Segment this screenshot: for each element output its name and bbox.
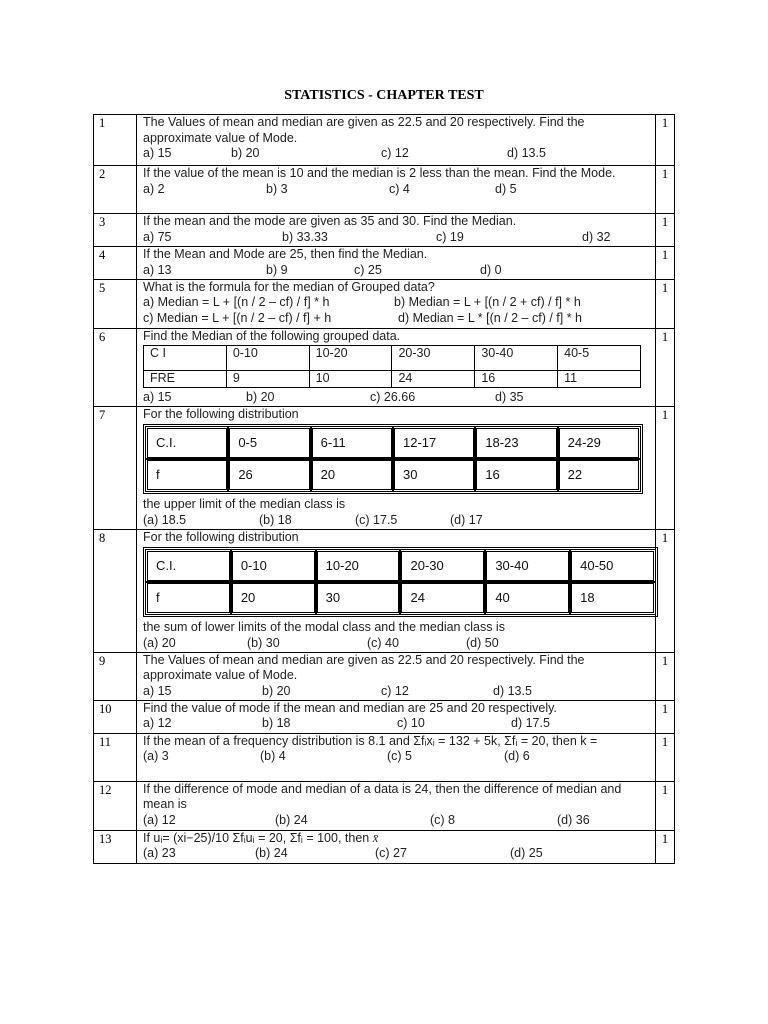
table-cell: 30 <box>317 583 400 613</box>
question-body <box>137 529 656 652</box>
question-table <box>93 114 675 864</box>
options-row <box>143 813 647 829</box>
question-row <box>94 733 675 781</box>
option-c: c) 25 <box>354 262 382 277</box>
option-c: c) 19 <box>436 229 464 244</box>
question-text: If the Mean and Mode are 25, then find the Median. <box>143 247 428 261</box>
question-followup: the sum of lower limits of the modal class and the median class is <box>143 620 505 634</box>
table-cell: 20-30 <box>401 551 484 581</box>
question-text: For the following distribution <box>143 406 299 421</box>
marks: 1 <box>656 830 675 863</box>
marks: 1 <box>656 529 675 652</box>
question-row <box>94 700 675 733</box>
option-d: (d) 36 <box>557 812 590 827</box>
question-body <box>137 652 656 700</box>
table-cell: C.I. <box>147 428 227 458</box>
question-number: 6 <box>94 328 137 406</box>
question-row <box>94 830 675 863</box>
table-cell: 24-29 <box>559 428 639 458</box>
option-b: (b) 24 <box>255 846 288 860</box>
question-body <box>137 328 656 406</box>
option-b: (b) 18 <box>259 512 292 527</box>
option-b: (b) 4 <box>260 749 286 763</box>
option-c: (c) 8 <box>430 812 455 827</box>
table-cell: 10-20 <box>317 551 400 581</box>
option-a: a) 15 <box>143 683 172 698</box>
question-number: 9 <box>94 652 137 700</box>
table-cell: 10 <box>309 371 392 388</box>
question-row <box>94 652 675 700</box>
option-d: (d) 17 <box>450 512 483 527</box>
question-text: If the value of the mean is 10 and the median is 2 less than the mean. Find the Mode. <box>143 166 616 180</box>
data-table <box>143 345 641 388</box>
option-c: c) Median = L + [(n / 2 – cf) / f] + h <box>143 311 332 325</box>
question-number: 11 <box>94 733 137 781</box>
option-b: b) 20 <box>231 146 260 160</box>
options-row <box>143 182 647 198</box>
option-c: (c) 17.5 <box>355 512 398 527</box>
options-row <box>143 311 647 327</box>
option-c: (c) 5 <box>387 749 412 763</box>
option-d: d) Median = L * [(n / 2 – cf) / f] * h <box>398 311 582 325</box>
option-a: a) 15 <box>143 146 172 160</box>
options-row <box>143 846 647 862</box>
table-cell: 0-10 <box>226 346 309 371</box>
table-cell: 18-23 <box>476 428 556 458</box>
question-number: 13 <box>94 830 137 863</box>
option-b: b) 20 <box>246 389 275 404</box>
marks: 1 <box>656 115 675 166</box>
table-cell: 16 <box>475 371 558 388</box>
question-number: 1 <box>94 115 137 166</box>
option-d: d) 35 <box>495 389 524 404</box>
option-a: (a) 20 <box>143 635 176 650</box>
table-cell: 10-20 <box>309 346 392 371</box>
marks: 1 <box>656 247 675 280</box>
table-cell: 40-50 <box>571 551 654 581</box>
question-row <box>94 247 675 280</box>
question-text: The Values of mean and median are given as 22.5 and 20 respectively. Find the approximate value of Mode. <box>143 115 585 145</box>
table-cell: 30 <box>394 460 474 490</box>
options-row <box>143 513 647 529</box>
table-cell: 20 <box>232 583 315 613</box>
table-cell: 20 <box>312 460 392 490</box>
question-followup: the upper limit of the median class is <box>143 497 346 511</box>
option-c: c) 4 <box>389 181 410 196</box>
question-row <box>94 406 675 529</box>
option-c: c) 12 <box>381 146 409 160</box>
option-c: c) 12 <box>381 683 409 698</box>
question-text: If the difference of mode and median of a data is 24, then the difference of median and mean is <box>143 781 622 811</box>
marks: 1 <box>656 406 675 529</box>
table-cell: 9 <box>226 371 309 388</box>
option-a: a) 2 <box>143 181 165 196</box>
option-d: d) 32 <box>582 229 611 244</box>
marks: 1 <box>656 214 675 247</box>
option-d: (d) 6 <box>504 749 530 763</box>
question-number: 2 <box>94 166 137 214</box>
option-a: (a) 3 <box>143 749 169 763</box>
question-text: If the mean of a frequency distribution is 8.1 and Σfᵢxᵢ = 132 + 5k, Σfᵢ = 20, then k = <box>143 733 598 748</box>
table-cell: 24 <box>401 583 484 613</box>
question-text: Find the value of mode if the mean and median are 25 and 20 respectively. <box>143 700 557 715</box>
option-a: a) 12 <box>143 716 172 730</box>
option-a: (a) 23 <box>143 846 176 860</box>
table-cell: 20-30 <box>392 346 475 371</box>
option-b: b) 18 <box>262 716 291 730</box>
marks: 1 <box>656 781 675 830</box>
question-body <box>137 733 656 781</box>
table-cell: 6-11 <box>312 428 392 458</box>
table-cell: 40-5 <box>558 346 641 371</box>
question-body <box>137 406 656 529</box>
question-text: Find the Median of the following grouped data. <box>143 328 401 343</box>
table-cell: 40 <box>486 583 569 613</box>
option-b: b) 3 <box>266 181 288 196</box>
table-cell: 18 <box>571 583 654 613</box>
option-b: b) 9 <box>266 262 288 277</box>
option-b: b) 20 <box>262 683 291 698</box>
question-body <box>137 700 656 733</box>
table-cell: 30-40 <box>486 551 569 581</box>
question-text: If the mean and the mode are given as 35 and 30. Find the Median. <box>143 214 517 228</box>
marks: 1 <box>656 328 675 406</box>
options-row <box>143 636 647 652</box>
question-row <box>94 279 675 328</box>
question-text-line <box>143 831 647 847</box>
table-cell: C I <box>144 346 227 371</box>
question-body <box>137 279 656 328</box>
option-b: (b) 24 <box>275 812 308 827</box>
question-text: If uᵢ= (xi−25)/10 Σfᵢuᵢ = 20, Σfᵢ = 100, then <box>143 830 373 845</box>
marks: 1 <box>656 733 675 781</box>
table-cell: 0-5 <box>229 428 309 458</box>
option-d: d) 17.5 <box>511 716 550 730</box>
data-table <box>143 547 658 617</box>
option-d: (d) 25 <box>510 846 543 860</box>
option-a: a) 13 <box>143 262 172 277</box>
options-row <box>143 263 647 279</box>
option-a: a) Median = L + [(n / 2 – cf) / f] * h <box>143 295 330 309</box>
option-d: d) 0 <box>480 262 502 277</box>
question-body <box>137 166 656 214</box>
options-row <box>143 390 647 406</box>
table-cell: 30-40 <box>475 346 558 371</box>
table-cell: 12-17 <box>394 428 474 458</box>
option-d: d) 5 <box>495 181 517 196</box>
question-number: 3 <box>94 214 137 247</box>
question-body <box>137 781 656 830</box>
table-cell: f <box>147 460 227 490</box>
question-row <box>94 214 675 247</box>
option-a: a) 15 <box>143 389 172 404</box>
question-body <box>137 247 656 280</box>
table-cell: 24 <box>392 371 475 388</box>
question-body <box>137 115 656 166</box>
question-body <box>137 830 656 863</box>
option-c: c) 26.66 <box>370 389 416 404</box>
question-row <box>94 781 675 830</box>
page-title: STATISTICS - CHAPTER TEST <box>284 88 484 103</box>
table-cell: f <box>147 583 230 613</box>
question-number: 12 <box>94 781 137 830</box>
question-row <box>94 166 675 214</box>
question-row <box>94 115 675 166</box>
question-row <box>94 529 675 652</box>
question-text: For the following distribution <box>143 529 299 544</box>
option-b: (b) 30 <box>247 635 280 650</box>
x-bar-symbol: x̄ <box>372 830 379 845</box>
question-number: 8 <box>94 529 137 652</box>
marks: 1 <box>656 700 675 733</box>
marks: 1 <box>656 652 675 700</box>
table-cell: FRE <box>144 371 227 388</box>
question-number: 10 <box>94 700 137 733</box>
options-row <box>143 230 647 246</box>
question-number: 5 <box>94 279 137 328</box>
option-c: (c) 40 <box>367 635 399 650</box>
option-b: b) 33.33 <box>282 229 328 244</box>
question-text: The Values of mean and median are given as 22.5 and 20 respectively. Find the approximate value of Mode. <box>143 652 585 682</box>
option-b: b) Median = L + [(n / 2 + cf) / f] * h <box>394 295 581 309</box>
options-row <box>143 684 647 700</box>
options-row <box>143 295 647 311</box>
table-cell: 26 <box>229 460 309 490</box>
option-d: d) 13.5 <box>493 683 532 698</box>
option-a: a) 75 <box>143 229 172 244</box>
marks: 1 <box>656 166 675 214</box>
table-cell: 11 <box>558 371 641 388</box>
data-table <box>143 424 643 494</box>
option-a: (a) 12 <box>143 812 176 827</box>
question-body <box>137 214 656 247</box>
marks: 1 <box>656 279 675 328</box>
options-row <box>143 146 647 162</box>
options-row <box>143 749 647 765</box>
option-a: (a) 18.5 <box>143 512 187 527</box>
option-d: d) 13.5 <box>507 146 546 160</box>
option-c: (c) 27 <box>375 846 407 860</box>
option-c: c) 10 <box>397 716 425 730</box>
question-text: What is the formula for the median of Grouped data? <box>143 279 435 294</box>
question-number: 7 <box>94 406 137 529</box>
option-d: (d) 50 <box>466 635 499 650</box>
table-cell: 0-10 <box>232 551 315 581</box>
table-cell: 22 <box>559 460 639 490</box>
question-number: 4 <box>94 247 137 280</box>
table-cell: 16 <box>476 460 556 490</box>
table-cell: C.I. <box>147 551 230 581</box>
question-row <box>94 328 675 406</box>
options-row <box>143 716 647 732</box>
